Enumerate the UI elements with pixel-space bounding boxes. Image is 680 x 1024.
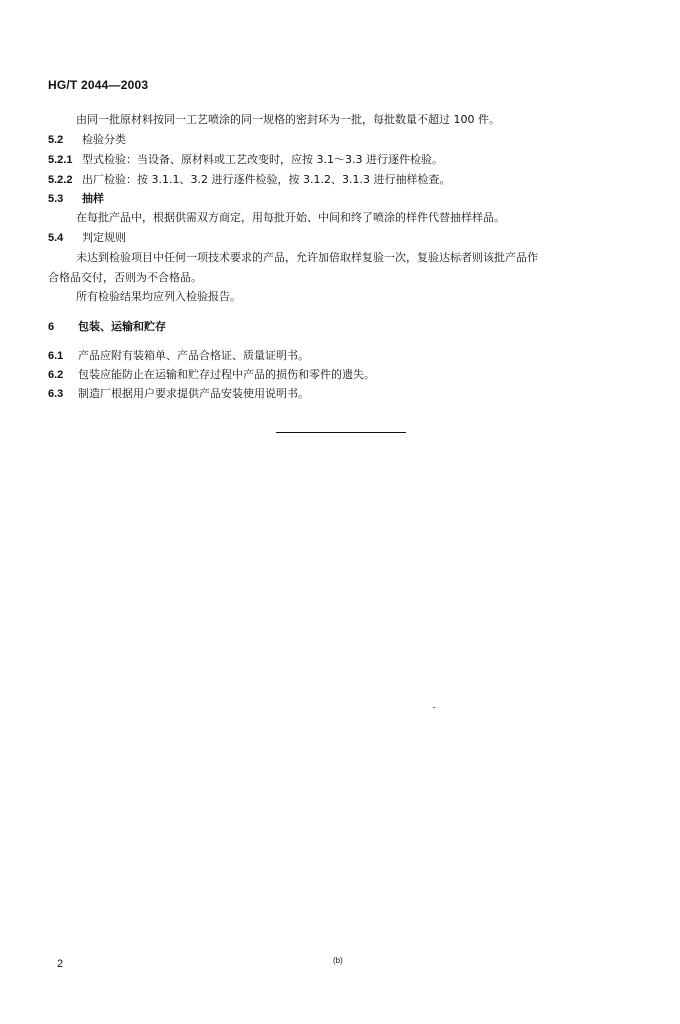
section-title: 检验分类	[82, 133, 126, 146]
section-number: 5.3	[48, 193, 64, 205]
standard-code: HG/T 2044—2003	[48, 78, 149, 92]
clause-text: 制造厂根据用户要求提供产品安装使用说明书。	[78, 387, 309, 400]
clause-6-2	[48, 368, 375, 382]
section-5-4-text-line2: 合格品交付，否则为不合格品。	[48, 271, 202, 284]
clause-5-2-1	[48, 153, 443, 167]
batch-paragraph: 由同一批原材料按同一工艺喷涂的同一规格的密封环为一批，每批数量不超过 100 件。	[76, 113, 500, 126]
section-title: 抽样	[82, 192, 104, 205]
section-5-3-heading	[48, 192, 104, 206]
clause-text: 型式检验：当设备、原材料或工艺改变时，应按 3.1～3.3 进行逐件检验。	[82, 153, 443, 166]
clause-number: 6.3	[48, 388, 64, 400]
section-number: 5.2	[48, 134, 64, 146]
section-title: 包装、运输和贮存	[78, 320, 166, 333]
clause-text: 产品应附有装箱单、产品合格证、质量证明书。	[78, 349, 309, 362]
page-number: 2	[57, 958, 64, 970]
clause-number: 5.2.2	[48, 174, 73, 186]
section-5-4-heading	[48, 231, 126, 245]
section-5-2-heading	[48, 133, 126, 147]
clause-number: 5.2.1	[48, 154, 73, 166]
section-5-3-text: 在每批产品中，根据供需双方商定，用每批开始、中间和终了喷涂的样件代替抽样样品。	[76, 211, 505, 224]
clause-6-1	[48, 349, 309, 363]
section-5-4-text-line3: 所有检验结果均应列入检验报告。	[76, 290, 241, 303]
section-number: 5.4	[48, 232, 64, 244]
section-5-4-text-line1: 未达到检验项目中任何一项技术要求的产品，允许加倍取样复验一次，复验达标者则该批产品作	[76, 251, 538, 264]
clause-6-3	[48, 387, 309, 401]
section-number: 6	[48, 321, 55, 333]
section-6-heading	[48, 320, 166, 334]
end-rule	[276, 432, 406, 433]
footer-center-mark: (b)	[333, 956, 343, 965]
clause-number: 6.2	[48, 369, 64, 381]
clause-text: 出厂检验：按 3.1.1、3.2 进行逐件检验，按 3.1.2、3.1.3 进行抽样检查。	[82, 173, 451, 186]
clause-number: 6.1	[48, 350, 64, 362]
scan-speck	[433, 707, 435, 708]
section-title: 判定规则	[82, 231, 126, 244]
clause-5-2-2	[48, 173, 450, 187]
clause-text: 包装应能防止在运输和贮存过程中产品的损伤和零件的遗失。	[78, 368, 375, 381]
